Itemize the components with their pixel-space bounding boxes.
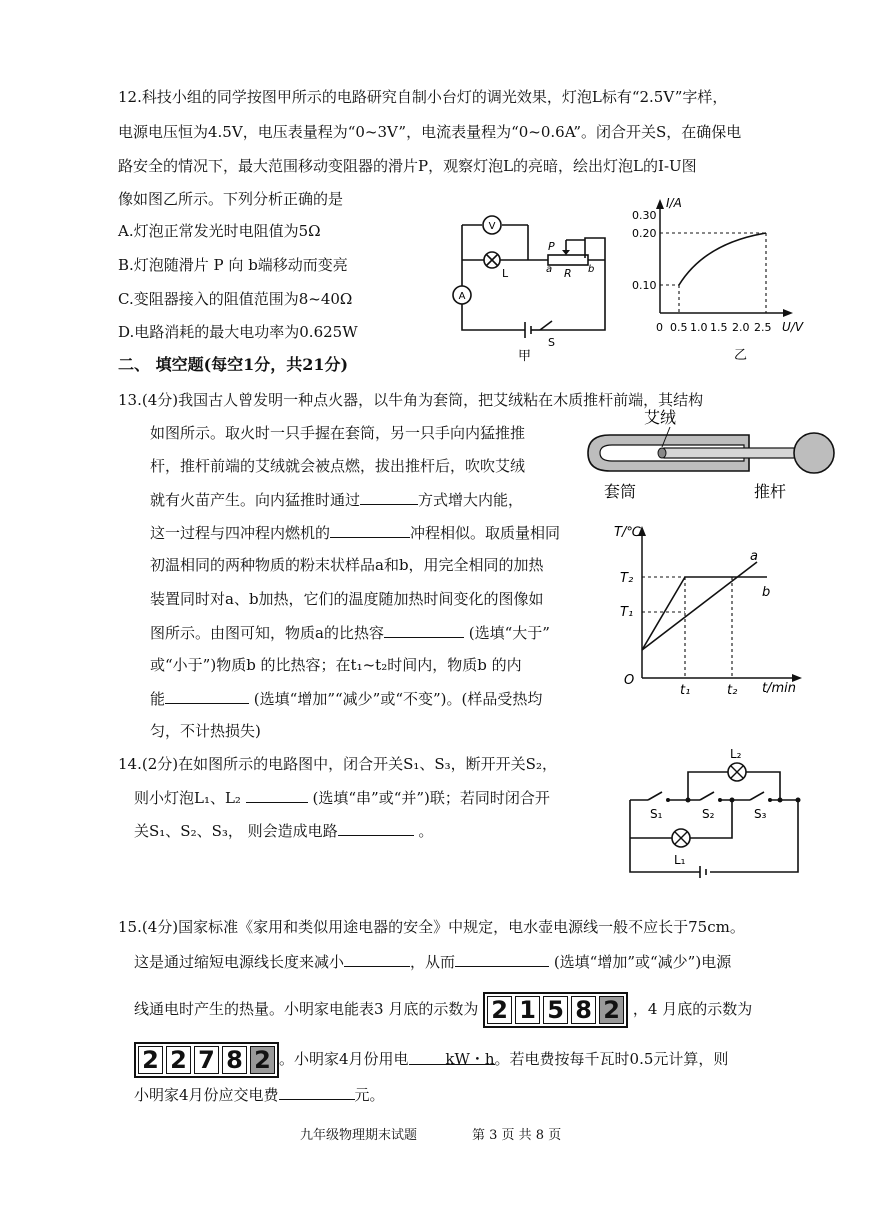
switch-s3-label: S₃	[754, 807, 767, 821]
q13-blank-3[interactable]	[384, 621, 464, 638]
t-graph-y-label: T/℃	[614, 525, 641, 540]
q13-line9: 或“小于”)物质b 的比热容；在t₁~t₂时间内，物质b 的内	[150, 656, 522, 674]
ammeter-label: A	[458, 291, 466, 302]
q14-blank-2[interactable]	[338, 819, 414, 836]
figure-yi-caption: 乙	[734, 348, 748, 363]
t-graph-series-a: a	[750, 549, 758, 564]
x-tick-0.5: 0.5	[670, 321, 688, 334]
temperature-time-graph	[612, 522, 812, 702]
x-tick-1.5: 1.5	[710, 321, 728, 334]
circuit-diagram-jia	[440, 200, 620, 365]
q12-option-c: C.变阻器接入的阻值范围为8~40Ω	[118, 290, 353, 308]
circuit-diagram-q14	[620, 742, 810, 882]
switch-s-label: S	[548, 336, 555, 349]
q12-line2: 电源电压恒为4.5V，电压表量程为“0~3V”，电流表量程为“0~0.6A”。闭合开关S，在确保电	[118, 123, 742, 141]
t-graph-origin: O	[624, 673, 635, 688]
q14-blank-1[interactable]	[246, 786, 308, 803]
q13-line4: 就有火苗产生。向内猛推时通过 方式增大内能，	[150, 488, 523, 511]
q14-line2: 则小灯泡L₁、L₂ (选填“串”或“并”)联；若同时闭合开	[134, 786, 550, 809]
lamp-l1-label: L₁	[674, 853, 686, 867]
q15-blank-2[interactable]	[455, 950, 549, 967]
footer-page-number: 第 3 页 共 8 页	[472, 1128, 562, 1143]
t-graph-T2: T₂	[620, 571, 634, 586]
q15-blank-1[interactable]	[344, 950, 410, 967]
q12-line4: 像如图乙所示。下列分析正确的是	[118, 190, 344, 208]
lamp-label: L	[502, 267, 509, 280]
end-a-label: a	[546, 264, 553, 275]
voltmeter-label: V	[488, 221, 496, 232]
q13-line6: 初温相同的两种物质的粉末状样品a和b，用完全相同的加热	[150, 556, 544, 574]
t-graph-t2: t₂	[727, 683, 738, 698]
slider-p-label: P	[548, 240, 555, 253]
q13-blank-1[interactable]	[360, 488, 418, 505]
q12-line1: 12.科技小组的同学按图甲所示的电路研究自制小台灯的调光效果，灯泡L标有“2.5V”字样，	[118, 88, 728, 106]
section-fill-in-heading: 二、 填空题(每空1分，共21分)	[118, 355, 349, 374]
q13-line1: 13.(4分)我国古人曾发明一种点火器，以牛角为套筒，把艾绒粘在木质推杆前端，其结构	[118, 391, 704, 409]
x-axis-label: U/V	[782, 320, 804, 334]
t-graph-T1: T₁	[620, 605, 634, 620]
q15-line2: 这是通过缩短电源线长度来减小 ，从而 (选填“增加”或“减少”)电源	[134, 950, 731, 973]
label-tuigan: 推杆	[754, 482, 787, 501]
x-tick-0: 0	[656, 321, 663, 334]
y-axis-label: I/A	[666, 196, 682, 210]
x-tick-2.0: 2.0	[732, 321, 750, 334]
end-b-label: b	[588, 264, 595, 275]
q13-line3: 杆，推杆前端的艾绒就会被点燃，拔出推杆后，吹吹艾绒	[150, 457, 526, 475]
q13-line8: 图所示。由图可知，物质a的比热容 (选填“大于”	[150, 621, 550, 644]
q13-blank-2[interactable]	[330, 521, 410, 538]
t-graph-x-label: t/min	[762, 681, 796, 696]
q14-line1: 14.(2分)在如图所示的电路图中，闭合开关S₁、S₃，断开开关S₂，	[118, 755, 557, 773]
q13-line10: 能 (选填“增加”“减少”或“不变”)。(样品受热均	[150, 687, 542, 710]
q13-blank-4[interactable]	[165, 687, 249, 704]
figure-jia-caption: 甲	[518, 349, 532, 364]
label-taotong: 套筒	[604, 482, 637, 501]
q15-line3: 线通电时产生的热量。小明家电能表3 月底的示数为 2 1 5 8 2 ，4 月底的示数为	[134, 992, 752, 1028]
q13-line2: 如图所示。取火时一只手握在套筒，另一只手向内猛推推	[150, 424, 526, 442]
switch-s1-label: S₁	[650, 807, 663, 821]
iu-graph-yi	[630, 195, 820, 365]
q15-line4: 2 2 7 8 2 。小明家4月份用电 kW・h。若电费按每千瓦时0.5元计算，则	[134, 1042, 728, 1078]
meter-april: 2 2 7 8 2	[134, 1042, 279, 1078]
q12-option-d: D.电路消耗的最大电功率为0.625W	[118, 323, 358, 341]
x-tick-1.0: 1.0	[690, 321, 708, 334]
q13-line11: 匀，不计热损失)	[150, 722, 261, 740]
q12-option-b: B.灯泡随滑片 P 向 b端移动而变亮	[118, 256, 348, 274]
lamp-l2-label: L₂	[730, 747, 742, 761]
t-graph-series-b: b	[762, 585, 771, 600]
x-tick-2.5: 2.5	[754, 321, 772, 334]
switch-s2-label: S₂	[702, 807, 715, 821]
resistor-r-label: R	[564, 267, 572, 280]
igniter-figure	[584, 405, 844, 505]
q15-blank-3[interactable]: kW・h	[409, 1048, 495, 1065]
q13-line7: 装置同时对a、b加热，它们的温度随加热时间变化的图像如	[150, 590, 544, 608]
q12-option-a: A.灯泡正常发光时电阻值为5Ω	[118, 222, 321, 240]
q13-line5: 这一过程与四冲程内燃机的 冲程相似。取质量相同	[150, 521, 560, 544]
q15-line5: 小明家4月份应交电费 元。	[134, 1083, 385, 1106]
label-aironggt: 艾绒	[644, 408, 677, 427]
q15-line1: 15.(4分)国家标准《家用和类似用途电器的安全》中规定，电水壶电源线一般不应长于75cm。	[118, 918, 745, 936]
q15-blank-4[interactable]	[279, 1083, 355, 1100]
meter-march: 2 1 5 8 2	[483, 992, 628, 1028]
y-tick-0.10: 0.10	[632, 279, 657, 292]
y-tick-0.30: 0.30	[632, 209, 657, 222]
y-tick-0.20: 0.20	[632, 227, 657, 240]
q14-line3: 关S₁、S₂、S₃， 则会造成电路 。	[134, 819, 433, 842]
t-graph-t1: t₁	[680, 683, 691, 698]
footer-title: 九年级物理期末试题	[300, 1128, 418, 1143]
q12-line3: 路安全的情况下，最大范围移动变阻器的滑片P，观察灯泡L的亮暗，绘出灯泡L的I-U图	[118, 157, 697, 175]
